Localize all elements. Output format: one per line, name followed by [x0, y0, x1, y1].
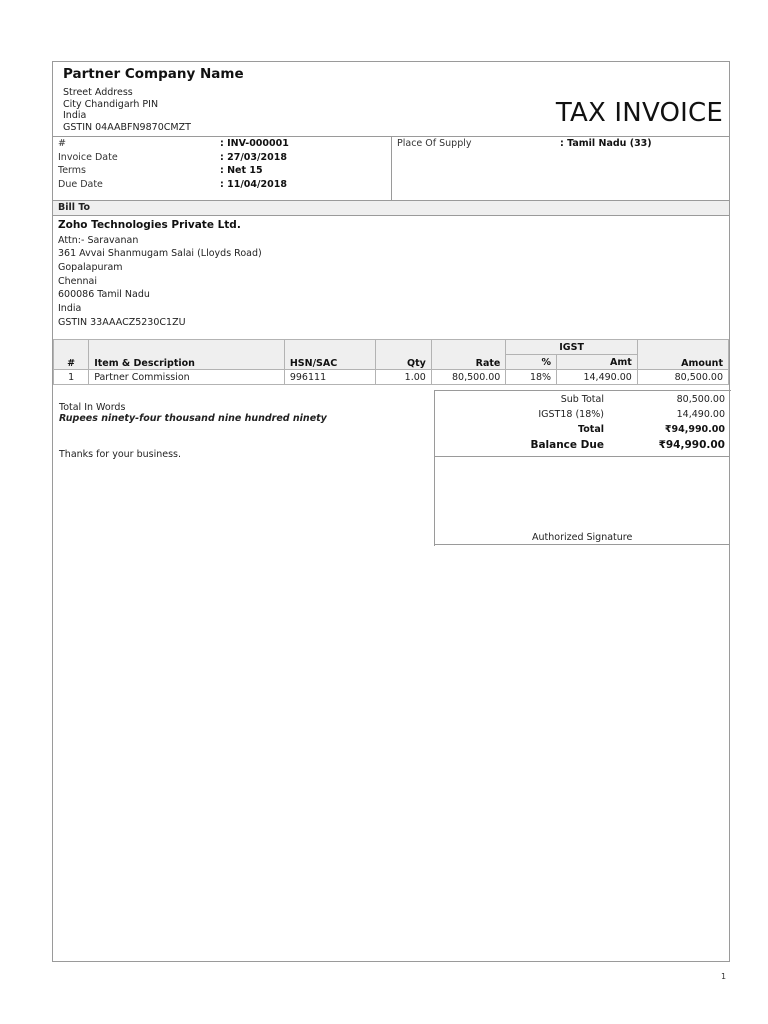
place-of-supply-label: Place Of Supply [397, 138, 472, 149]
igst-label: IGST18 (18%) [538, 409, 604, 420]
terms-label: Terms [58, 165, 86, 176]
invoice-number-label: # [58, 138, 66, 149]
thanks-note: Thanks for your business. [59, 449, 182, 460]
bill-to-heading: Bill To [58, 202, 91, 213]
bill-to-country: India [58, 303, 82, 314]
company-name: Partner Company Name [63, 66, 244, 82]
row-qty: 1.00 [375, 370, 431, 385]
col-header-number: # [54, 340, 89, 370]
row-hsn: 996111 [284, 370, 375, 385]
line-items-table [53, 339, 729, 385]
signature-box [434, 456, 730, 545]
balance-due-label: Balance Due [530, 439, 604, 451]
bill-to-area: Gopalapuram [58, 262, 123, 273]
document-title: TAX INVOICE [555, 98, 723, 128]
total-in-words-value: Rupees ninety-four thousand nine hundred ninety [59, 413, 327, 424]
col-header-qty: Qty [375, 340, 431, 370]
row-tax-amt: 14,490.00 [557, 370, 638, 385]
due-date-label: Due Date [58, 179, 103, 190]
company-street: Street Address [63, 87, 133, 98]
invoice-info-block [53, 136, 729, 202]
invoice-date-value: : 27/03/2018 [220, 152, 287, 163]
total-value: ₹94,990.00 [664, 424, 725, 435]
col-header-item: Item & Description [89, 340, 285, 370]
balance-due-value: ₹94,990.00 [658, 439, 725, 451]
row-rate: 80,500.00 [431, 370, 506, 385]
col-header-tax-amt: Amt [557, 355, 638, 370]
subtotal-value: 80,500.00 [676, 394, 725, 405]
subtotal-label: Sub Total [560, 394, 604, 405]
total-label: Total [578, 424, 604, 435]
due-date-value: : 11/04/2018 [220, 179, 287, 190]
row-amount: 80,500.00 [637, 370, 728, 385]
page-number: 1 [721, 972, 727, 981]
igst-value: 14,490.00 [676, 409, 725, 420]
col-header-rate: Rate [431, 340, 506, 370]
bill-to-city: Chennai [58, 276, 98, 287]
company-country: India [63, 110, 87, 121]
terms-value: : Net 15 [220, 165, 263, 176]
info-divider [391, 137, 392, 201]
invoice-number-value: : INV-000001 [220, 138, 289, 149]
place-of-supply-value: : Tamil Nadu (33) [560, 138, 652, 149]
company-city: City Chandigarh PIN [63, 99, 159, 110]
row-number: 1 [54, 370, 89, 385]
bill-to-name: Zoho Technologies Private Ltd. [58, 219, 241, 231]
table-row [54, 370, 729, 385]
col-header-hsn: HSN/SAC [284, 340, 375, 370]
col-header-amount: Amount [637, 340, 728, 370]
bill-to-pin-state: 600086 Tamil Nadu [58, 289, 150, 300]
bill-to-header [53, 200, 729, 216]
authorized-signature-label: Authorized Signature [532, 532, 633, 543]
row-percent: 18% [506, 370, 557, 385]
bill-to-street: 361 Avvai Shanmugam Salai (Lloyds Road) [58, 248, 262, 259]
invoice-date-label: Invoice Date [58, 152, 118, 163]
company-gstin: GSTIN 04AABFN9870CMZT [63, 122, 191, 133]
bill-to-attn: Attn:- Saravanan [58, 235, 139, 246]
invoice-page [52, 61, 730, 962]
col-header-percent: % [506, 355, 557, 370]
bill-to-gstin: GSTIN 33AAACZ5230C1ZU [58, 317, 186, 328]
total-in-words-label: Total In Words [59, 402, 126, 413]
row-item: Partner Commission [89, 370, 285, 385]
col-header-igst: IGST [506, 340, 637, 355]
